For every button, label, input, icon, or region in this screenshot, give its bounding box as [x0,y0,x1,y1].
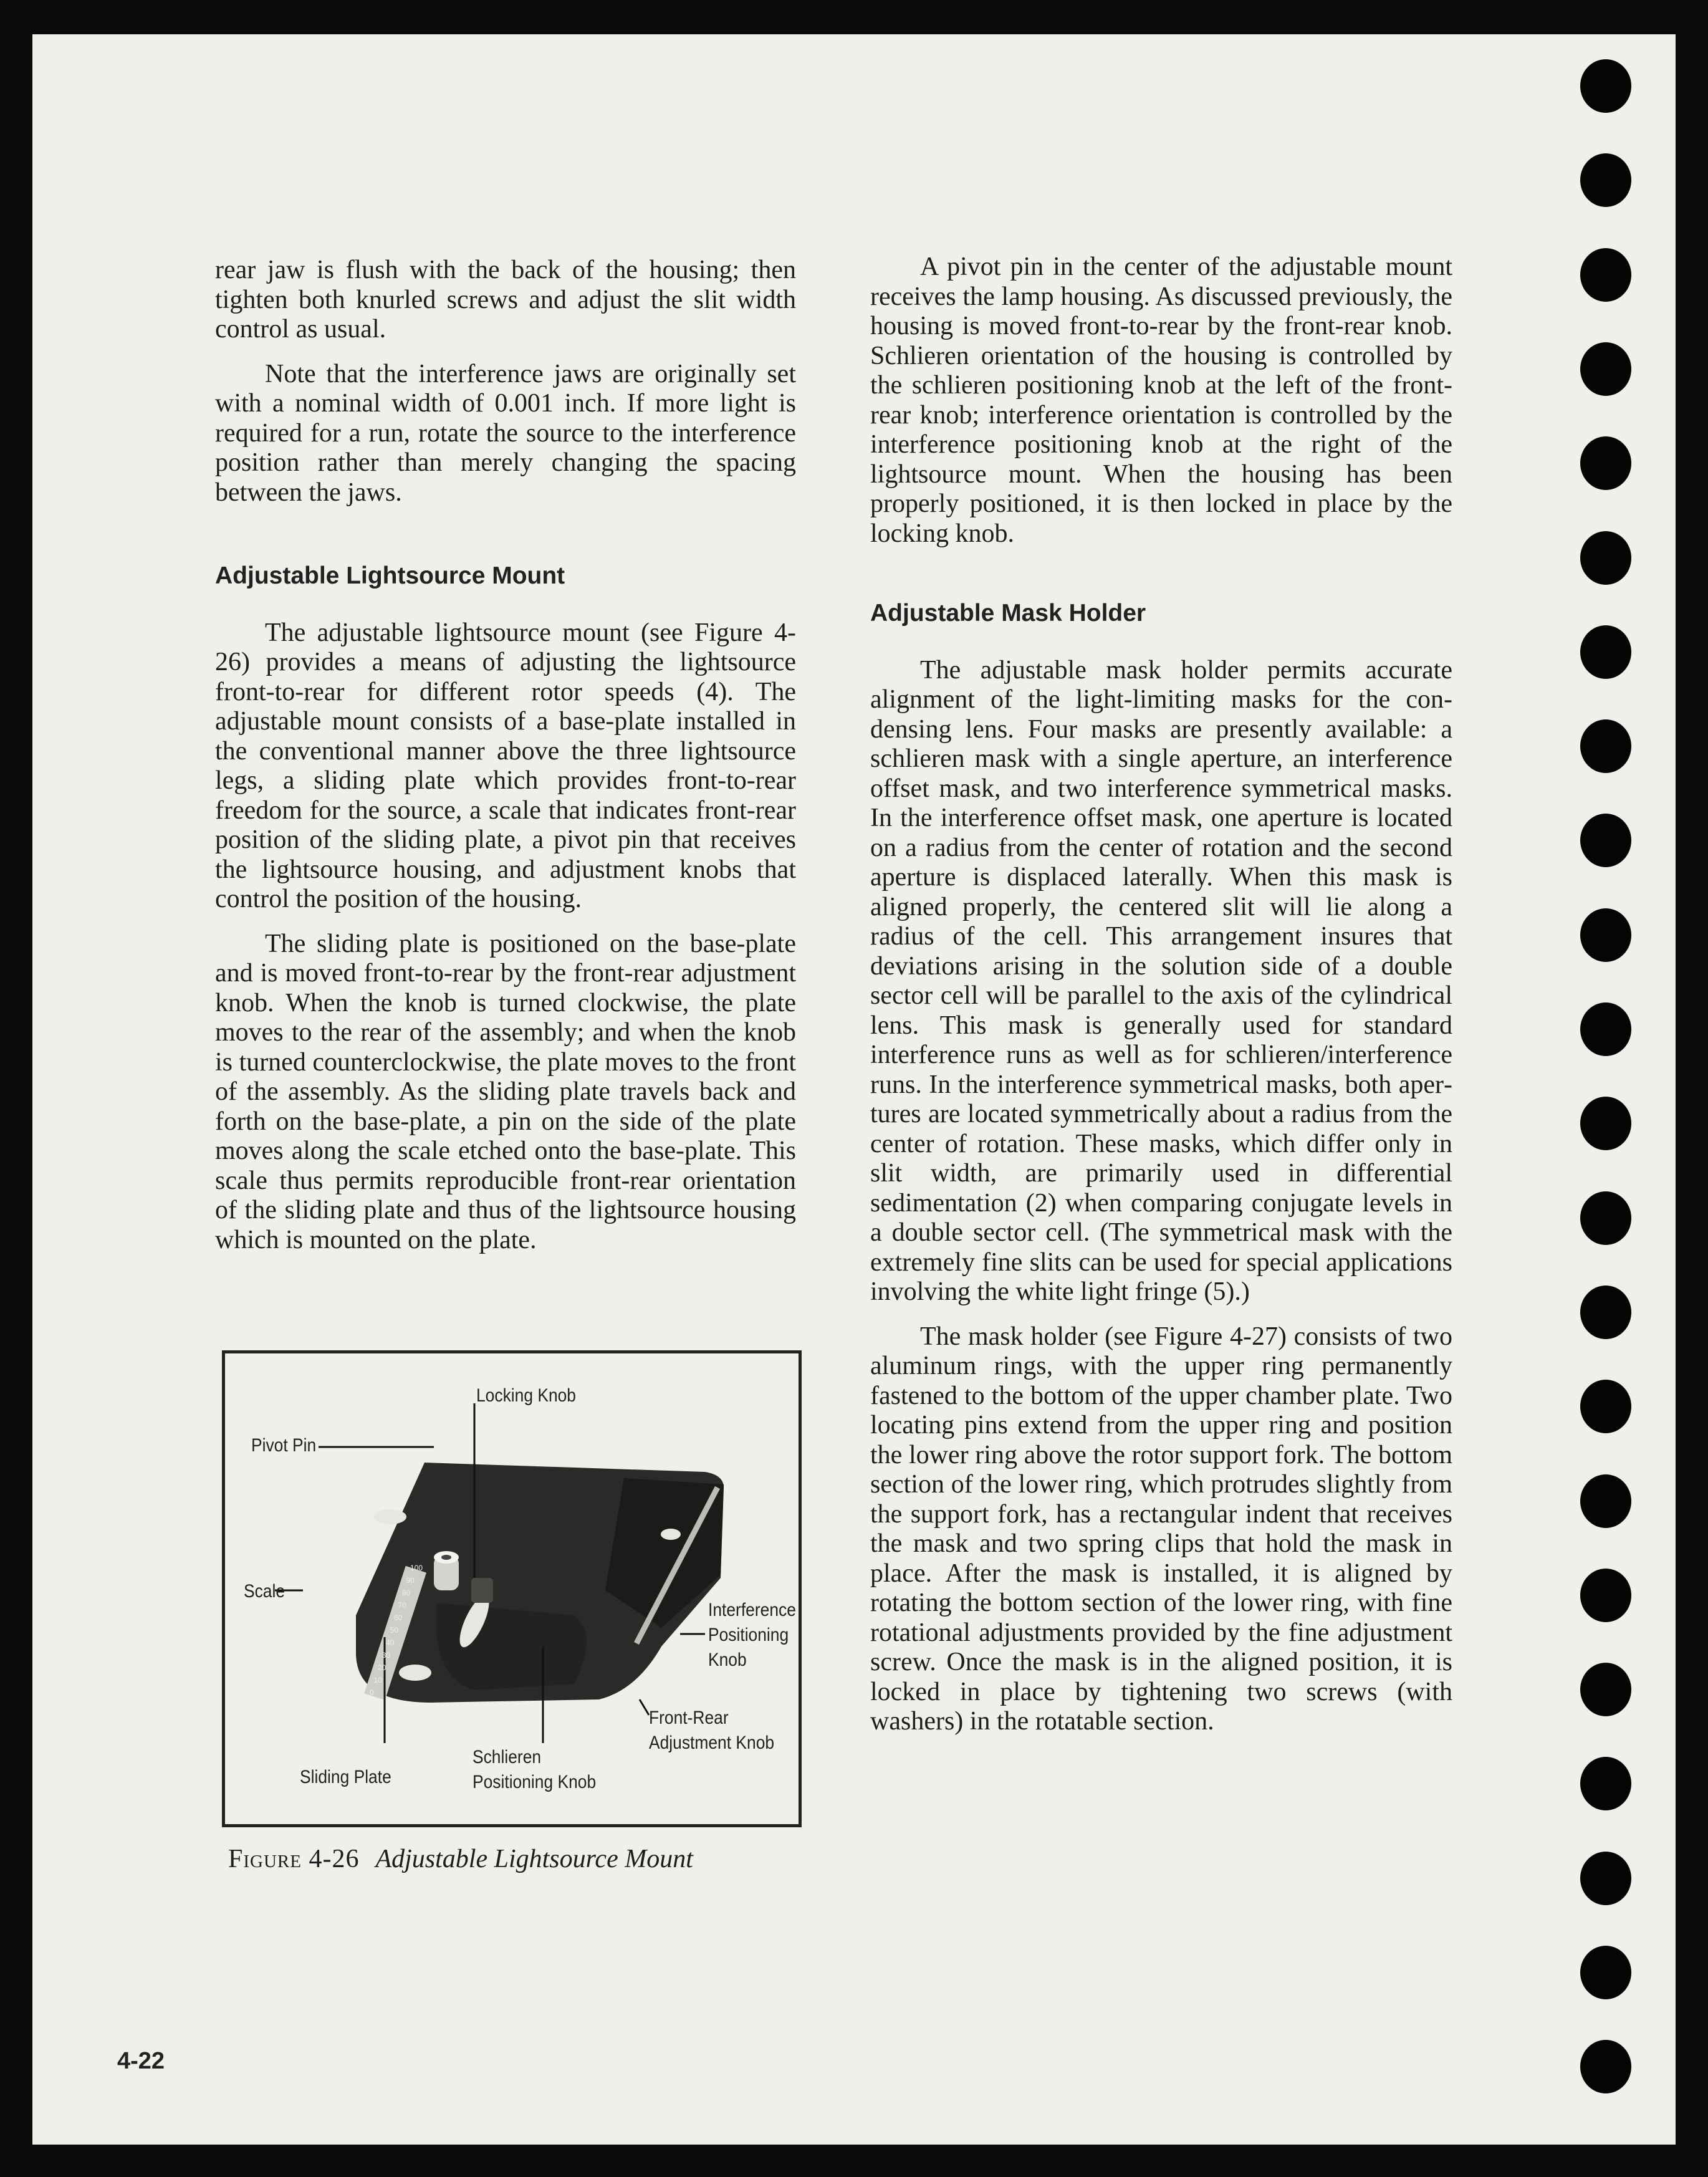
label-locking-knob: Locking Knob [476,1385,576,1406]
sliding-plate [436,1603,587,1690]
caption-number: Figure 4-26 [228,1845,360,1873]
binder-hole [1580,1191,1631,1245]
scale-tick-label: 0 [370,1688,374,1697]
binder-hole [1580,1757,1631,1810]
scale-tick-label: 20 [378,1663,386,1672]
binder-hole [1580,531,1631,585]
label-scale: Scale [244,1581,285,1602]
scale-tick-label: 80 [402,1588,411,1597]
paragraph: Note that the interference jaws are originally set with a nominal width of 0.001 inch. If more light is required for a run, rotate the source to the interference position rather than merely changing the spacing between the jaws. [215,359,796,507]
binder-hole [1580,1852,1631,1905]
paragraph: The mask holder (see Figure 4-27) consists of two aluminum rings, with the upper ring permanently fastened to the bottom of the upper chamber plate. Two locating pins extend from the upper ring and position the lower ring above the rotor support fork. The bottom section of the lower ring, which protrudes slightly from the support fork, has a rectangular indent that receives the mask and two spring clips that hold the mask in place. After the mask is installed, it is aligned by rotating the bottom section of the lower ring, with fine rotational adjustments provided by the fine adjustment screw. Once the mask is in the aligned position, it is locked in place by tightening two screws (with washers) in the rotatable section. [870,1322,1452,1736]
hole [374,1509,406,1524]
scale-tick-label: 100 [410,1564,423,1572]
label-line: Positioning Knob [473,1772,597,1792]
label-pivot-pin: Pivot Pin [251,1435,317,1456]
label-line: Schlieren [473,1747,542,1767]
binder-hole [1580,1663,1631,1716]
paragraph: A pivot pin in the center of the adjustable mount receives the lamp housing. As discussed previously, the housing is moved front-to-rear by the front-rear knob. Schlieren orientation of the housing is controlled by the schlieren positioning knob at the left of the front-rear knob; interference orientation is controlled by the interference positioning knob at the right of the lightsource mount. When the housing has been properly positioned, it is then locked in place by the locking knob. [870,252,1452,548]
binder-hole [1580,1286,1631,1339]
label-sliding-plate: Sliding Plate [300,1767,391,1787]
scale-tick-label: 30 [381,1651,390,1660]
page-number: 4-22 [117,2048,165,2074]
section-heading: Adjustable Mask Holder [870,600,1146,627]
scale-tick-label: 70 [398,1601,406,1610]
label-line: Front-Rear [649,1708,729,1728]
binder-hole [1580,719,1631,773]
label-line: Positioning [708,1625,789,1645]
paragraph: rear jaw is flush with the back of the housing; then tighten both knurled screws and adjust the slit width control as usual. [215,256,796,344]
scale-tick-label: 50 [390,1626,398,1635]
hole [399,1665,431,1681]
binder-hole [1580,2040,1631,2093]
caption-title: Adjustable Lightsource Mount [375,1845,693,1873]
paragraph: The sliding plate is positioned on the base-plate and is moved front-to-rear by the front-rear adjustment knob. When the knob is turned clockwise, the plate moves to the rear of the assembly; and when the knob is turned counterclockwise, the plate moves to the front of the assembly. As the sliding plate travels back and forth on the base-plate, a pin on the side of the plate moves along the scale etched onto the base-plate. This scale thus permits reproducible front-rear orientation of the sliding plate and thus of the lightsource housing which is mounted on the plate. [215,929,796,1254]
figure-4-26 [222,1350,802,1827]
scale-tick-label: 40 [386,1638,395,1647]
front-rear-leader [640,1699,649,1715]
figure-caption [228,1844,693,1874]
binder-hole [1580,814,1631,867]
binder-hole [1580,59,1631,113]
binder-hole [1580,342,1631,396]
scale-tick-label: 10 [373,1676,382,1684]
scale-tick-label: 90 [406,1576,415,1585]
binder-hole [1580,625,1631,679]
label-schlieren-knob [473,1745,596,1795]
binder-hole [1580,908,1631,962]
locking-knob [471,1578,493,1603]
section-heading: Adjustable Lightsource Mount [215,562,565,589]
label-line: Adjustment Knob [649,1732,775,1753]
label-front-rear-knob [649,1706,774,1756]
hole [661,1529,681,1540]
label-interference-knob [708,1598,796,1673]
binder-hole [1580,248,1631,302]
binder-hole [1580,1946,1631,1999]
binder-hole [1580,1569,1631,1622]
binder-hole [1580,153,1631,207]
paragraph: The adjustable mask holder permits accurate alignment of the light-limiting masks for the condensing lens. Four masks are presently available: a schlieren mask with a single aperture, an interference offset mask, and two interference symmetrical masks. In the interference offset mask, one aperture is located on a radius from the center of rotation and the second aperture is displaced laterally. When this mask is aligned properly, the centered slit will lie along a radius of the cell. This arrangement insures that deviations arising in the solution side of a double sector cell will be parallel to the axis of the cylindrical lens. This mask is generally used for standard interference runs as well as for schlieren/interference runs. In the interference symmetrical masks, both apertures are located symmetrically about a radius from the center of rotation. These masks, which differ only in slit width, are primarily used in differential sedimentation (2) when comparing conjugate levels in a double sector cell. (The symmetrical mask with the extremely fine slits can be used for special applications involving the white light fringe (5).) [870,655,1452,1306]
right-column [870,252,1452,1752]
left-column [215,256,796,1270]
binder-hole [1580,1474,1631,1528]
label-line: Interference [708,1600,796,1620]
binder-hole [1580,1002,1631,1056]
paragraph: The adjustable lightsource mount (see Figure 4-26) provides a means of adjusting the lightsource front-to-rear for different rotor speeds (4). The adjustable mount consists of a base-plate installed in the conventional manner above the three lightsource legs, a sliding plate which provides front-to-rear freedom for the source, a scale that indicates front-rear position of the sliding plate, a pivot pin that receives the lightsource housing, and adjustment knobs that control the position of the housing. [215,618,796,913]
scale-tick-label: 60 [394,1613,403,1622]
binder-hole [1580,1097,1631,1150]
binder-hole [1580,436,1631,490]
binder-hole [1580,1380,1631,1433]
label-line: Knob [708,1650,747,1670]
